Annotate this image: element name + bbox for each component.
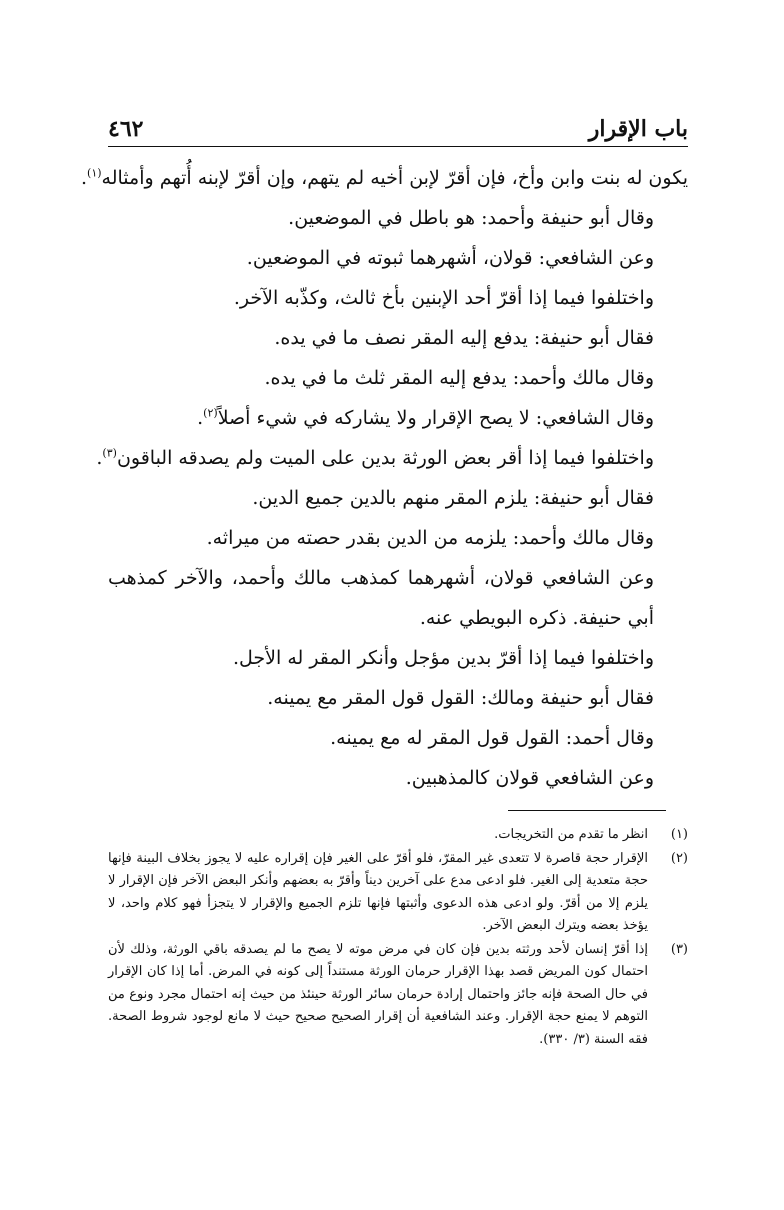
paragraph: وقال أبو حنيفة وأحمد: هو باطل في الموضعين.	[288, 207, 654, 229]
footnote-text: إذا أقرّ إنسان لأحد ورثته بدين فإن كان في مرض موته لا يصح ما لم يصدقه باقي الورثة، وذلك لأن احتمال كون المريض قصد بهذا الإقرار حرمان الورثة مستنداً إلى كونه في المرض. أما إذا كان الإقرار في حال الصحة فإنه جائز واحتمال إرادة حرمان سائر الورثة حينئذ من حيث إنه احتمال مجرد ونوع من التوهم لا يمنع حجة الإقرار. وعند الشافعية أن إقرار الصحيح صحيح حيث لا مانع لوجود شروط الصحة. فقه السنة (٣/ ٣٣٠).	[108, 941, 648, 1047]
footnote-text: الإقرار حجة قاصرة لا تتعدى غير المقرّ، فلو أقرّ على الغير فإن إقراره عليه لا يجوز بخلاف البينة فإنها حجة متعدية إلى الغير. فلو ادعى مدع على آخرين ديناً وأقرّ به بعضهم وأنكر البعض الآخر فإن الإقرار لا يلزم إلا من أقرّ. ولو ادعى هذه الدعوى وأثبتها فإنها تلزم الجميع والإقرار لا يتجزأ فهو كلام واحد، لا يؤخذ بعضه ويترك البعض الآخر.	[108, 850, 648, 933]
paragraph: فقال أبو حنيفة: يلزم المقر منهم بالدين جميع الدين.	[252, 487, 654, 509]
paragraph: وعن الشافعي: قولان، أشهرهما ثبوته في الموضعين.	[246, 247, 654, 269]
footnote-ref[interactable]: (١)	[87, 166, 102, 180]
paragraph: وعن الشافعي قولان كالمذهبين.	[405, 767, 654, 789]
paragraph: واختلفوا فيما إذا أقرّ أحد الإبنين بأخ ثالث، وكذّبه الآخر.	[233, 287, 654, 309]
paragraph: وقال أحمد: القول قول المقر له مع يمينه.	[330, 727, 654, 749]
footnote-separator	[508, 810, 666, 811]
chapter-title: باب الإقرار	[588, 116, 688, 142]
paragraph: فقال أبو حنيفة ومالك: القول قول المقر مع يمينه.	[267, 687, 654, 709]
footnote-number: (٣)	[670, 941, 688, 957]
paragraph: وقال مالك وأحمد: يدفع إليه المقر ثلث ما في يده.	[264, 367, 654, 389]
footnote	[108, 824, 688, 847]
footnote-ref[interactable]: (٢)	[203, 406, 218, 420]
footnotes	[108, 824, 688, 1052]
main-text	[80, 158, 688, 798]
paragraph: وقال الشافعي: لا يصح الإقرار ولا يشاركه في شيء أصلاً$^{(٢)}$.	[197, 406, 654, 429]
paragraph: وعن الشافعي قولان، أشهرهما كمذهب مالك وأحمد، والآخر كمذهب أبي حنيفة. ذكره البويطي عنه.	[108, 567, 654, 629]
footnote	[108, 939, 688, 1052]
footnote-text: انظر ما تقدم من التخريجات.	[494, 827, 648, 842]
page-number: ٤٦٢	[108, 116, 144, 142]
footnote-number: (١)	[670, 827, 688, 842]
paragraph: فقال أبو حنيفة: يدفع إليه المقر نصف ما في يده.	[274, 327, 654, 349]
footnote	[108, 848, 688, 938]
paragraph: يكون له بنت وابن وأخ، فإن أقرّ لإبن أخيه لم يتهم، وإن أقرّ لإبنه أُتهم وأمثاله$^{(١)}$.	[80, 166, 688, 189]
paragraph: وقال مالك وأحمد: يلزمه من الدين بقدر حصته من ميراثه.	[206, 527, 654, 549]
paragraph: واختلفوا فيما إذا أقرّ بدين مؤجل وأنكر المقر له الأجل.	[232, 647, 654, 669]
running-header	[108, 112, 688, 147]
footnote-number: (٢)	[670, 850, 688, 866]
footnote-ref[interactable]: (٣)	[102, 446, 117, 460]
paragraph: واختلفوا فيما إذا أقر بعض الورثة بدين على الميت ولم يصدقه الباقون$^{(٣)}$.	[96, 446, 654, 469]
